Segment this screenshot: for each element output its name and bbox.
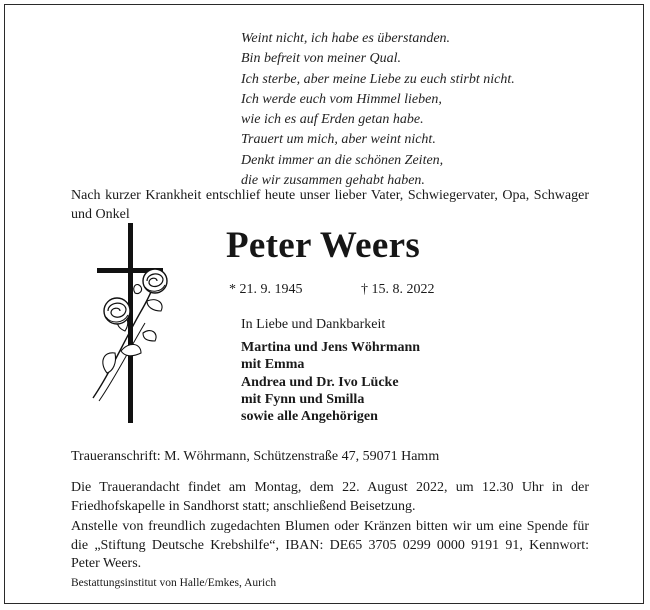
mourner-entry: mit Emma [241,357,305,373]
obituary-notice [4,4,644,604]
poem-line: Ich sterbe, aber meine Liebe zu euch stirbt nicht. [241,71,515,87]
memorial-poem [241,29,515,191]
poem-line: wie ich es auf Erden getan habe. [241,112,424,128]
mourners-list [241,339,420,425]
poem-line: die wir zusammen gehabt haben. [241,173,425,189]
intro-text: Nach kurzer Krankheit entschlief heute unser lieber Vater, Schwiegervater, Opa, Schwager und Onkel [71,188,589,222]
service-info: Die Trauerandacht findet am Montag, dem 22. August 2022, um 12.30 Uhr in der Friedhofskapelle in Sandhorst statt; anschließend Beisetzung. [71,480,589,514]
mourning-address: Traueranschrift: M. Wöhrmann, Schützenstraße 47, 59071 Hamm [71,449,440,464]
mourner-entry: Andrea und Dr. Ivo Lücke [241,374,399,390]
donation-info: Anstelle von freundlich zugedachten Blumen oder Kränzen bitten wir um eine Spende für die „Stiftung Deutsche Krebshilfe“, IBAN: DE65 3705 0299 0000 9191 91, Kennwort: Peter Weers. [71,519,589,571]
birth-date: * 21. 9. 1945 [229,282,303,297]
poem-line: Bin befreit von meiner Qual. [241,51,402,67]
deceased-name: Peter Weers [226,225,421,266]
mourner-entry: Martina und Jens Wöhrmann [241,340,421,355]
poem-line: Trauert um mich, aber weint nicht. [241,132,436,148]
mourner-entry: sowie alle Angehörigen [241,409,378,425]
funeral-home: Bestattungsinstitut von Halle/Emkes, Aurich [71,577,277,589]
mourners-heading: In Liebe und Dankbarkeit [241,317,386,332]
poem-line: Ich werde euch vom Himmel lieben, [241,91,442,107]
poem-line: Denkt immer an die schönen Zeiten, [241,152,444,168]
mourner-entry: mit Fynn und Smilla [241,391,365,407]
death-date: † 15. 8. 2022 [361,282,435,297]
poem-line: Weint nicht, ich habe es überstanden. [241,31,451,46]
cross-with-roses-icon [85,223,185,428]
